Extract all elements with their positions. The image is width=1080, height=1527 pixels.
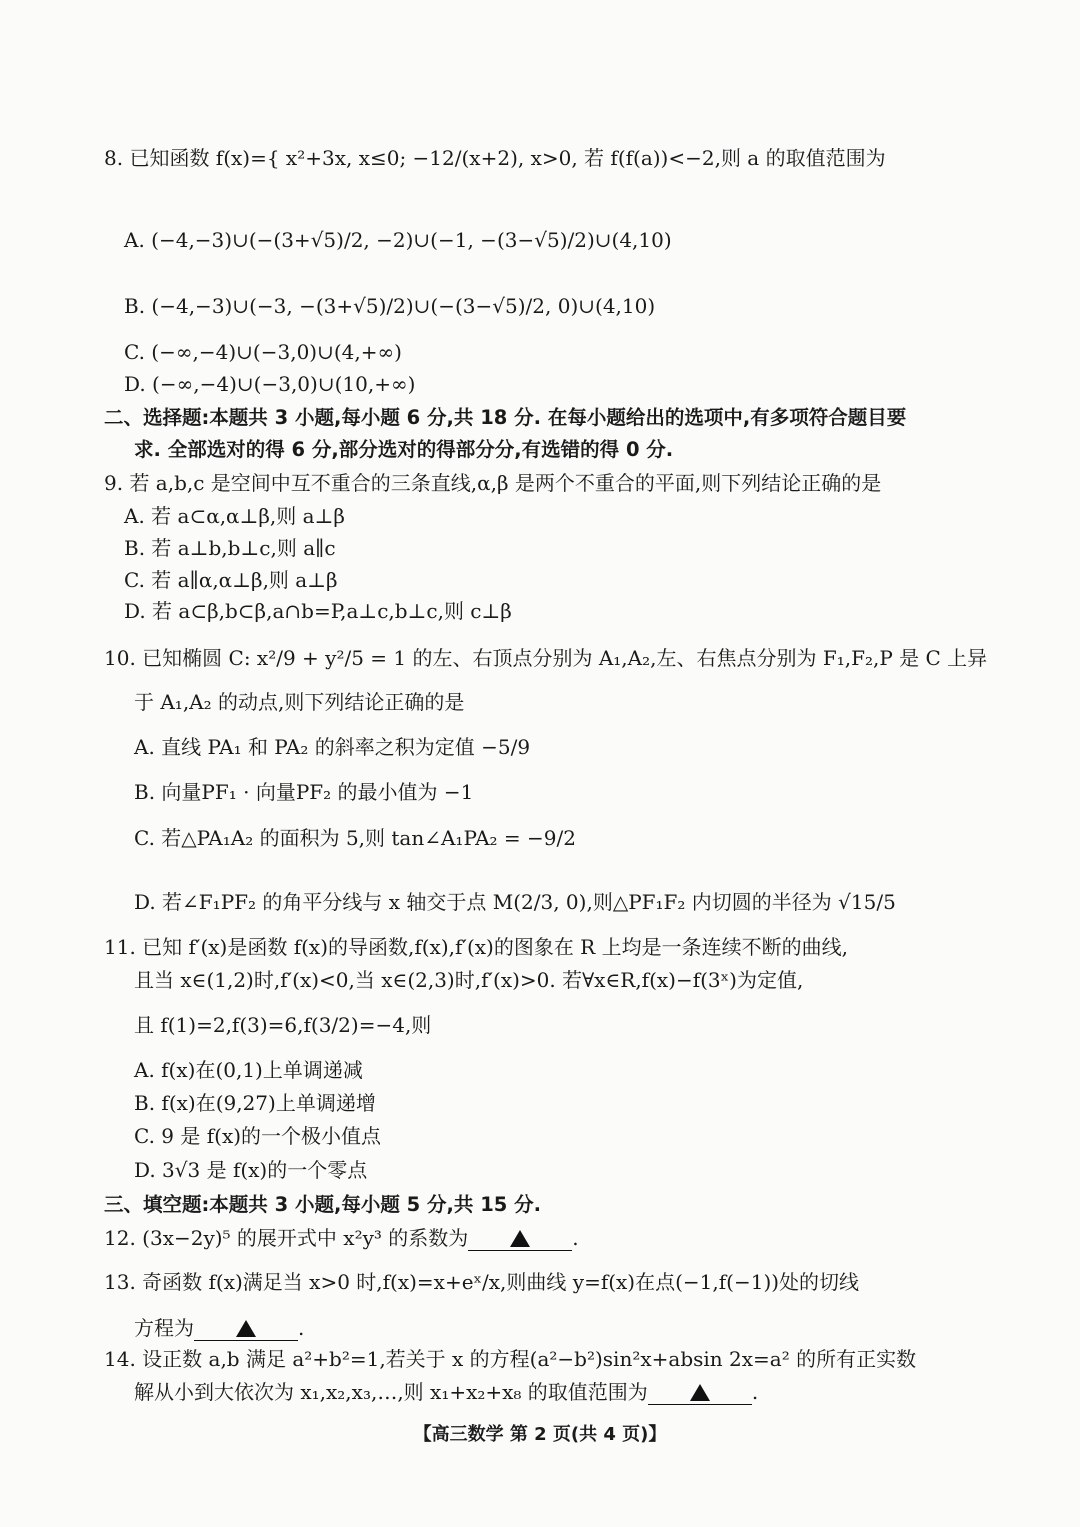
q11-option-b: B. f(x)在(9,27)上单调递增 [134, 1091, 376, 1115]
q8-option-d: D. (−∞,−4)∪(−3,0)∪(10,+∞) [124, 372, 416, 396]
q14-line2 [134, 1380, 758, 1405]
q11-option-d: D. 3√3 是 f(x)的一个零点 [134, 1158, 368, 1182]
q10-stem: 10. 已知椭圆 C: x²/9 + y²/5 = 1 的左、右顶点分别为 A₁,A₂,左、右焦点分别为 F₁,F₂,P 是 C 上异 [104, 646, 988, 670]
q9-option-d: D. 若 a⊂β,b⊂β,a∩b=P,a⊥c,b⊥c,则 c⊥β [124, 599, 512, 623]
q8-option-b: B. (−4,−3)∪(−3, −(3+√5)/2)∪(−(3−√5)/2, 0)∪(4,10) [124, 294, 656, 318]
q8-option-c: C. (−∞,−4)∪(−3,0)∪(4,+∞) [124, 340, 402, 364]
q14-stem: 14. 设正数 a,b 满足 a²+b²=1,若关于 x 的方程(a²−b²)sin²x+absin 2x=a² 的所有正实数 [104, 1347, 917, 1371]
section-2-heading: 二、选择题:本题共 3 小题,每小题 6 分,共 18 分. 在每小题给出的选项中,有多项符合题目要 [104, 406, 907, 429]
q9-stem: 9. 若 a,b,c 是空间中互不重合的三条直线,α,β 是两个不重合的平面,则下列结论正确的是 [104, 471, 882, 495]
q11-stem-cont-1: 且当 x∈(1,2)时,f′(x)<0,当 x∈(2,3)时,f′(x)>0. 若∀x∈R,f(x)−f(3ˣ)为定值, [134, 968, 804, 992]
q10-stem-cont: 于 A₁,A₂ 的动点,则下列结论正确的是 [134, 690, 465, 714]
q8-stem: 8. 已知函数 f(x)={ x²+3x, x≤0; −12/(x+2), x>0, 若 f(f(a))<−2,则 a 的取值范围为 [104, 146, 886, 170]
section-3-heading: 三、填空题:本题共 3 小题,每小题 5 分,共 15 分. [104, 1193, 542, 1216]
q10-option-a: A. 直线 PA₁ 和 PA₂ 的斜率之积为定值 −5/9 [134, 735, 531, 759]
q13-stem: 13. 奇函数 f(x)满足当 x>0 时,f(x)=x+eˣ/x,则曲线 y=f(x)在点(−1,f(−1))处的切线 [104, 1270, 860, 1294]
q9-option-a: A. 若 a⊂α,α⊥β,则 a⊥β [124, 504, 345, 528]
q11-option-a: A. f(x)在(0,1)上单调递减 [134, 1058, 363, 1082]
q14-text: 解从小到大依次为 x₁,x₂,x₃,…,则 x₁+x₂+x₈ 的取值范围为 [134, 1380, 648, 1404]
page-footer: 【高三数学 第 2 页(共 4 页)】 [413, 1424, 667, 1445]
triangle-icon [236, 1320, 256, 1337]
q11-stem-cont-2: 且 f(1)=2,f(3)=6,f(3/2)=−4,则 [134, 1013, 432, 1037]
q14-end: . [751, 1380, 759, 1404]
q10-option-d: D. 若∠F₁PF₂ 的角平分线与 x 轴交于点 M(2/3, 0),则△PF₁F₂ 内切圆的半径为 √15/5 [134, 890, 896, 914]
q12-text: 12. (3x−2y)⁵ 的展开式中 x²y³ 的系数为 [104, 1226, 469, 1250]
q13-line2 [134, 1316, 304, 1341]
q8-option-a: A. (−4,−3)∪(−(3+√5)/2, −2)∪(−1, −(3−√5)/2)∪(4,10) [124, 228, 672, 252]
triangle-icon [690, 1384, 710, 1401]
q13-text: 方程为 [134, 1316, 194, 1340]
q11-option-c: C. 9 是 f(x)的一个极小值点 [134, 1124, 382, 1148]
q11-stem: 11. 已知 f′(x)是函数 f(x)的导函数,f(x),f′(x)的图象在 R 上均是一条连续不断的曲线, [104, 935, 848, 959]
q12-end: . [572, 1226, 579, 1250]
q13-end: . [298, 1316, 305, 1340]
q10-option-c: C. 若△PA₁A₂ 的面积为 5,则 tan∠A₁PA₂ = −9/2 [134, 826, 576, 850]
q12-line [104, 1226, 579, 1251]
section-2-heading-cont: 求. 全部选对的得 6 分,部分选对的得部分分,有选错的得 0 分. [134, 438, 674, 461]
triangle-icon [510, 1230, 530, 1247]
q9-option-c: C. 若 a∥α,α⊥β,则 a⊥β [124, 568, 338, 592]
q14-answer-blank[interactable] [648, 1380, 752, 1405]
q10-option-b: B. 向量PF₁ · 向量PF₂ 的最小值为 −1 [134, 780, 474, 804]
q12-answer-blank[interactable] [468, 1226, 572, 1251]
q9-option-b: B. 若 a⊥b,b⊥c,则 a∥c [124, 536, 336, 560]
q13-answer-blank[interactable] [194, 1316, 298, 1341]
